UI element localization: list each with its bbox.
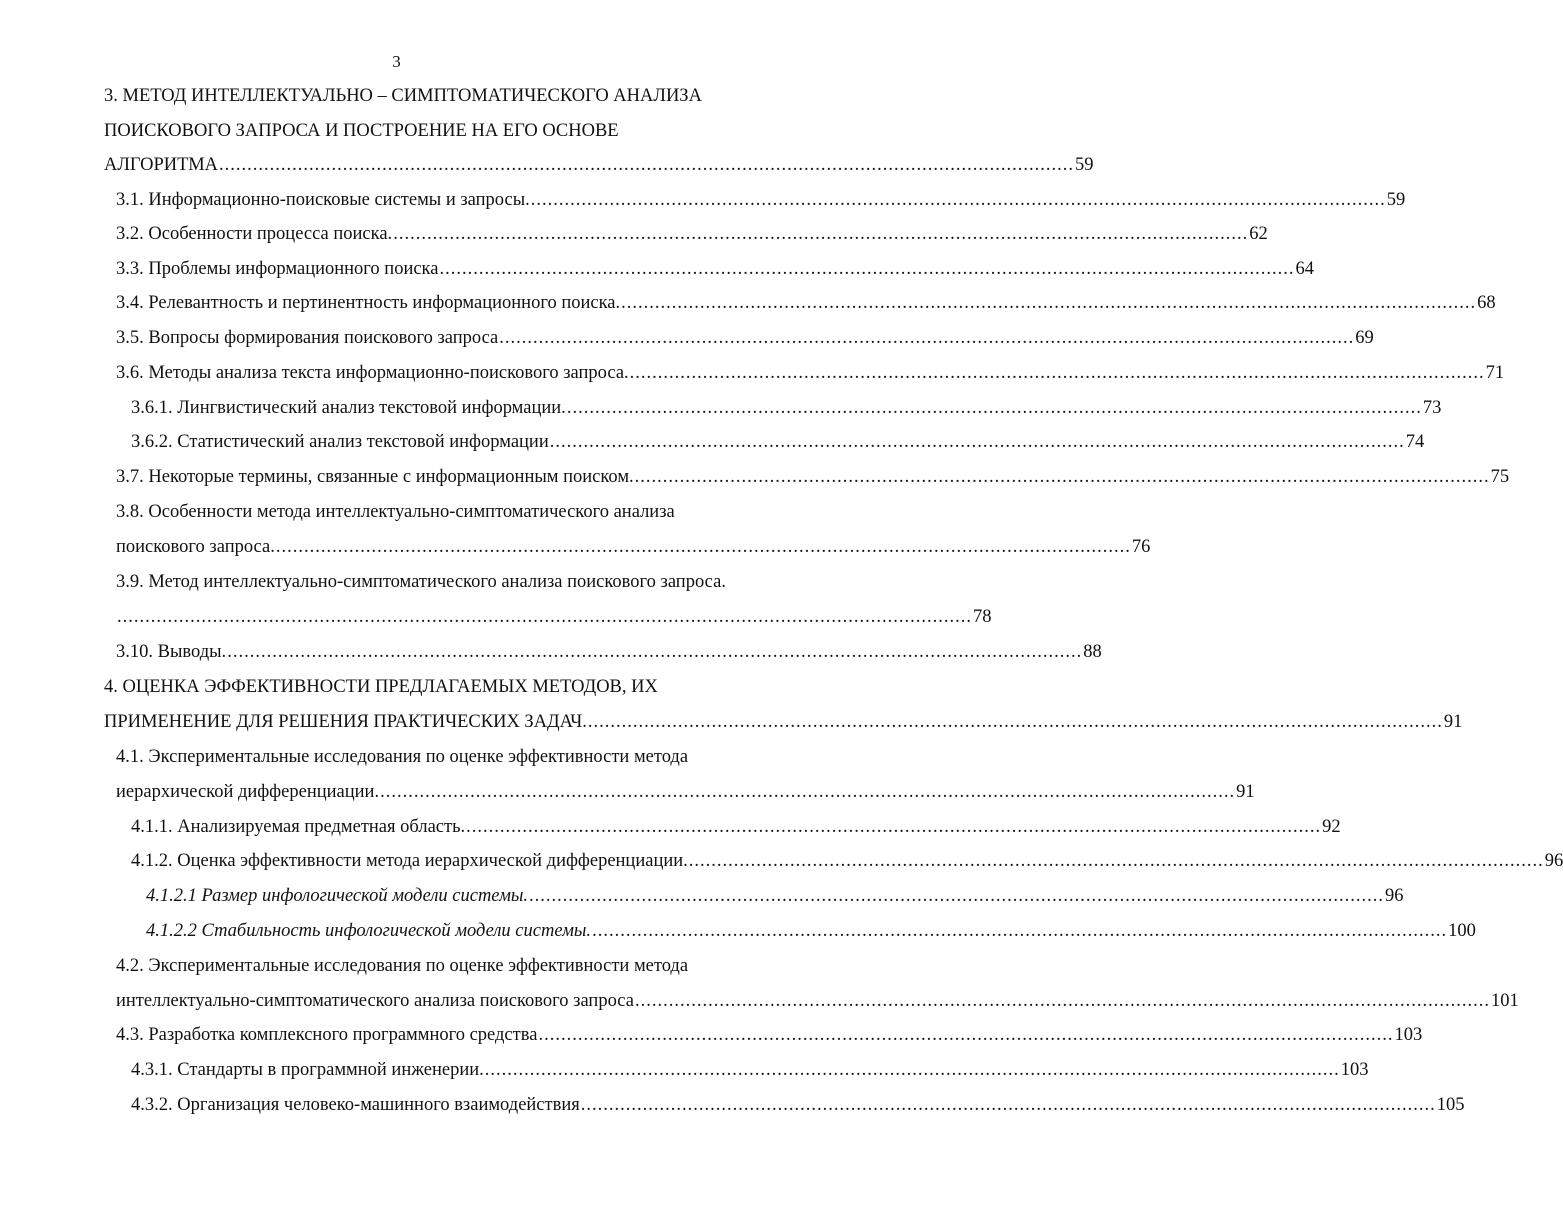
toc-page-number: 78 <box>973 607 992 627</box>
toc-section-4-1-1[interactable] <box>131 812 1341 842</box>
toc-section-3-9[interactable] <box>116 602 992 632</box>
toc-section-3-10[interactable] <box>116 637 1102 667</box>
toc-page-number: 76 <box>1131 537 1151 557</box>
toc-section-4-1-line-1: 4.1. Экспериментальные исследования по оценке эффективности метода <box>116 747 689 767</box>
toc-page-number: 103 <box>1394 1025 1423 1045</box>
toc-entry-title: иерархической дифференциации. <box>116 782 380 802</box>
toc-section-4-1-2-1[interactable] <box>146 881 1404 911</box>
toc-entry-title: 4.1.2.2 Стабильность инфологической модели системы. <box>146 921 592 941</box>
toc-chapter-3-line-2: ПОИСКОВОГО ЗАПРОСА И ПОСТРОЕНИЕ НА ЕГО ОСНОВЕ <box>104 121 619 141</box>
toc-chapter-3-line-1: 3. МЕТОД ИНТЕЛЛЕКТУАЛЬНО – СИМПТОМАТИЧЕСКОГО АНАЛИЗА <box>104 86 702 106</box>
toc-page-number: 88 <box>1083 642 1102 662</box>
dot-leader: ........................................................................................................................................................ <box>466 817 1322 837</box>
toc-entry-title: 4.1.2. Оценка эффективности метода иерархической дифференциации. <box>131 851 688 871</box>
toc-entry-title: 3.6.1. Лингвистический анализ текстовой информации. <box>131 398 566 418</box>
toc-section-4-3[interactable] <box>116 1020 1423 1050</box>
toc-entry-title: АЛГОРИТМА <box>104 155 219 175</box>
dot-leader: ........................................................................................................................................................ <box>629 363 1485 383</box>
toc-section-3-6-2[interactable] <box>131 427 1425 457</box>
dot-leader: ........................................................................................................................................................ <box>538 1025 1394 1045</box>
toc-entry-title: 3.7. Некоторые термины, связанные с информационным поиском. <box>116 467 634 487</box>
toc-entry-title: 3.3. Проблемы информационного поиска <box>116 259 439 279</box>
toc-section-3-4[interactable] <box>116 288 1496 318</box>
dot-leader: ........................................................................................................................................................ <box>549 432 1405 452</box>
dot-leader: ........................................................................................................................................................ <box>530 190 1386 210</box>
toc-section-3-7[interactable] <box>116 462 1510 492</box>
toc-section-4-3-1[interactable] <box>131 1055 1369 1085</box>
page-number: 3 <box>392 52 401 71</box>
toc-section-4-2[interactable] <box>116 986 1519 1016</box>
toc-page-number: 103 <box>1340 1060 1369 1080</box>
dot-leader: ........................................................................................................................................................ <box>634 991 1490 1011</box>
dot-leader: ........................................................................................................................................................ <box>529 886 1385 906</box>
toc-section-3-8[interactable] <box>116 532 1151 562</box>
dot-leader: ........................................................................................................................................................ <box>219 155 1075 175</box>
toc-entry-title: поискового запроса. <box>116 537 275 557</box>
dot-leader: ........................................................................................................................................................ <box>275 537 1131 557</box>
toc-page-number: 75 <box>1490 467 1510 487</box>
toc-entry-title: 3.10. Выводы. <box>116 642 227 662</box>
toc-page-number: 62 <box>1249 224 1268 244</box>
dot-leader: ........................................................................................................................................................ <box>688 851 1544 871</box>
toc-entry-title: 4.3. Разработка комплексного программного средства <box>116 1025 538 1045</box>
dot-leader: ........................................................................................................................................................ <box>380 782 1236 802</box>
toc-section-4-3-2[interactable] <box>131 1090 1465 1120</box>
toc-entry-title: 3.5. Вопросы формирования поискового запроса <box>116 328 499 348</box>
toc-section-3-6-1[interactable] <box>131 393 1442 423</box>
toc-entry-title: ПРИМЕНЕНИЕ ДЛЯ РЕШЕНИЯ ПРАКТИЧЕСКИХ ЗАДАЧ. <box>104 712 587 732</box>
dot-leader: ........................................................................................................................................................ <box>499 328 1355 348</box>
toc-page-number: 96 <box>1544 851 1563 871</box>
toc-page-number: 59 <box>1386 190 1406 210</box>
toc-entry-title: 3.4. Релевантность и пертинентность информационного поиска. <box>116 293 621 313</box>
dot-leader: ........................................................................................................................................................ <box>393 224 1249 244</box>
dot-leader: ........................................................................................................................................................ <box>439 259 1295 279</box>
toc-section-3-6[interactable] <box>116 358 1505 388</box>
dot-leader: ........................................................................................................................................................ <box>117 607 972 627</box>
toc-entry-title: 4.3.1. Стандарты в программной инженерии. <box>131 1060 484 1080</box>
dot-leader: ........................................................................................................................................................ <box>621 293 1477 313</box>
toc-section-3-9-line-1: 3.9. Метод интеллектуально-симптоматического анализа поискового запроса. <box>116 572 726 592</box>
toc-section-3-2[interactable] <box>116 219 1268 249</box>
dot-leader: ........................................................................................................................................................ <box>566 398 1422 418</box>
toc-section-3-3[interactable] <box>116 254 1314 284</box>
toc-page-number: 91 <box>1443 712 1463 732</box>
dot-leader: ........................................................................................................................................................ <box>592 921 1448 941</box>
toc-entry-title: 4.3.2. Организация человеко-машинного взаимодействия <box>131 1095 580 1115</box>
toc-entry-title: интеллектуально-симптоматического анализа поискового запроса <box>116 991 634 1011</box>
toc-page-number: 74 <box>1405 432 1425 452</box>
toc-entry-title: 3.1. Информационно-поисковые системы и запросы. <box>116 190 530 210</box>
toc-entry-title: 3.6.2. Статистический анализ текстовой информации <box>131 432 549 452</box>
toc-entry-title: 4.1.1. Анализируемая предметная область. <box>131 817 466 837</box>
toc-page-number: 64 <box>1295 259 1314 279</box>
dot-leader: ........................................................................................................................................................ <box>484 1060 1340 1080</box>
toc-section-4-1-2-2[interactable] <box>146 916 1476 946</box>
toc-section-4-2-line-1: 4.2. Экспериментальные исследования по оценке эффективности метода <box>116 956 689 976</box>
toc-page-number: 73 <box>1422 398 1442 418</box>
toc-page-number: 96 <box>1385 886 1404 906</box>
toc-page-number: 69 <box>1355 328 1374 348</box>
toc-chapter-4-line-1: 4. ОЦЕНКА ЭФФЕКТИВНОСТИ ПРЕДЛАГАЕМЫХ МЕТОДОВ, ИХ <box>104 677 658 697</box>
toc-section-3-1[interactable] <box>116 185 1406 215</box>
dot-leader: ........................................................................................................................................................ <box>634 467 1490 487</box>
toc-section-4-1-2[interactable] <box>131 846 1563 876</box>
toc-page-number: 92 <box>1322 817 1341 837</box>
toc-entry-title: 3.6. Методы анализа текста информационно-поискового запроса. <box>116 363 629 383</box>
toc-page-number: 91 <box>1236 782 1255 802</box>
toc-page-number: 101 <box>1490 991 1519 1011</box>
dot-leader: ........................................................................................................................................................ <box>227 642 1083 662</box>
toc-chapter-3[interactable] <box>104 150 1094 180</box>
toc-chapter-4[interactable] <box>104 707 1463 737</box>
toc-page-number: 59 <box>1075 155 1094 175</box>
dot-leader: ........................................................................................................................................................ <box>580 1095 1436 1115</box>
toc-page-number: 71 <box>1485 363 1505 383</box>
toc-section-3-5[interactable] <box>116 323 1374 353</box>
toc-page-number: 68 <box>1477 293 1496 313</box>
toc-entry-title: 4.1.2.1 Размер инфологической модели системы. <box>146 886 529 906</box>
toc-section-3-8-line-1: 3.8. Особенности метода интеллектуально-симптоматического анализа <box>116 502 675 522</box>
toc-page-number: 105 <box>1436 1095 1465 1115</box>
toc-page-number: 100 <box>1448 921 1476 941</box>
dot-leader: ........................................................................................................................................................ <box>587 712 1443 732</box>
toc-section-4-1[interactable] <box>116 777 1255 807</box>
toc-entry-title: 3.2. Особенности процесса поиска. <box>116 224 393 244</box>
